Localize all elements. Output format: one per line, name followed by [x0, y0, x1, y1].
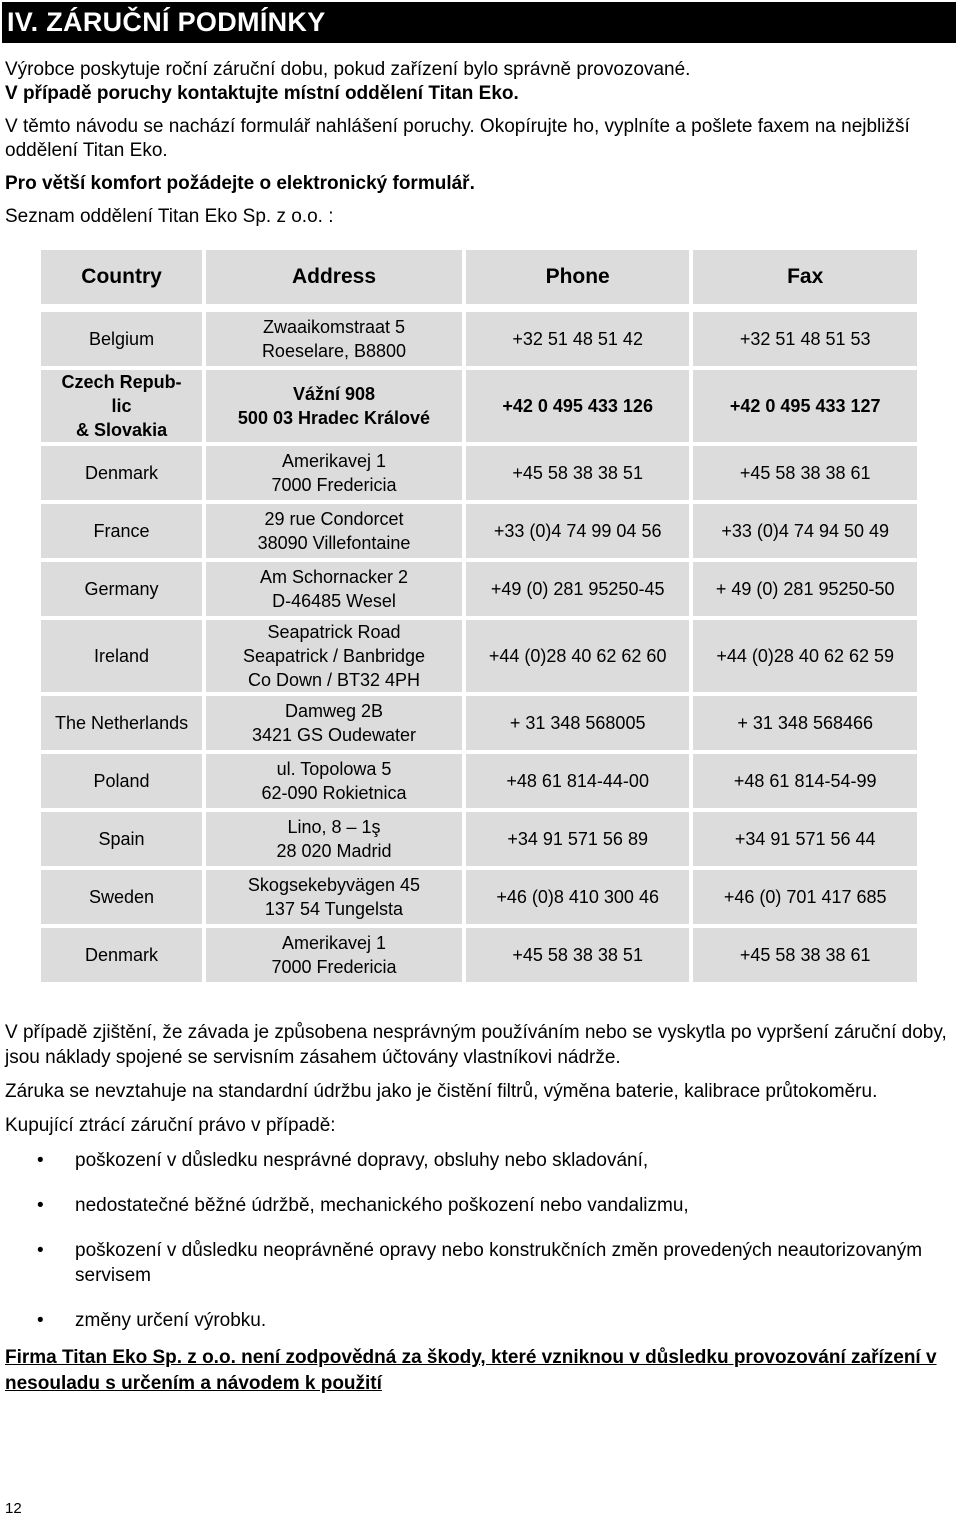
country-cell: Denmark	[41, 446, 202, 500]
address-line: Seapatrick / Banbridge	[242, 646, 426, 666]
table-row	[41, 446, 917, 500]
address-line: D-46485 Wesel	[272, 591, 396, 611]
phone-cell: +34 91 571 56 89	[466, 812, 690, 866]
table-header-row	[41, 250, 917, 304]
address-line: ul. Topolowa 5	[276, 759, 392, 779]
country-cell: France	[41, 504, 202, 558]
table-row	[41, 754, 917, 808]
table-row	[41, 696, 917, 750]
intro-paragraph-3: V těmto návodu se nachází formulář nahlášení poruchy. Okopírujte ho, vyplníte a pošlete faxem na nejbližší oddělení Titan Eko.	[5, 116, 910, 161]
address-line: Am Schornacker 2	[259, 567, 409, 587]
country-cell: Belgium	[41, 312, 202, 366]
fax-cell: +42 0 495 433 127	[693, 370, 917, 442]
bullet-icon: •	[37, 1195, 44, 1216]
country-cell: Sweden	[41, 870, 202, 924]
list-item	[5, 1308, 950, 1333]
fax-cell: +32 51 48 51 53	[693, 312, 917, 366]
country-line: lic	[111, 396, 132, 416]
intro-text	[5, 58, 955, 238]
table-row	[41, 370, 917, 442]
phone-cell: +44 (0)28 40 62 62 60	[466, 620, 690, 692]
address-line: Lino, 8 – 1ş	[287, 817, 381, 837]
country-cell: Ireland	[41, 620, 202, 692]
address-cell	[206, 370, 462, 442]
address-cell	[206, 812, 462, 866]
bullet-icon: •	[37, 1240, 44, 1261]
phone-cell: +33 (0)4 74 99 04 56	[466, 504, 690, 558]
phone-cell: +45 58 38 38 51	[466, 928, 690, 982]
phone-cell: +32 51 48 51 42	[466, 312, 690, 366]
phone-cell: +49 (0) 281 95250-45	[466, 562, 690, 616]
country-cell: Denmark	[41, 928, 202, 982]
bullet-icon: •	[37, 1150, 44, 1171]
address-cell	[206, 312, 462, 366]
address-line: Damweg 2B	[284, 701, 384, 721]
disclaimer: Firma Titan Eko Sp. z o.o. není zodpovědná za škody, které vzniknou v důsledku provozování zařízení v nesouladu s určením a návodem k použití	[5, 1347, 937, 1394]
conditions-paragraph-1: V případě zjištění, že závada je způsobena nesprávným používáním nebo se vyskytla po vypršení záruční doby, jsou náklady spojené se servisním zásahem účtovány vlastníkovi nádrže.	[5, 1022, 947, 1068]
intro-paragraph-4: Pro větší komfort požádejte o elektronický formulář.	[5, 173, 475, 194]
address-line: Zwaaikomstraat 5	[262, 317, 406, 337]
address-line: Amerikavej 1	[281, 451, 387, 471]
address-cell	[206, 696, 462, 750]
address-line: 137 54 Tungelsta	[264, 899, 404, 919]
phone-cell: +48 61 814-44-00	[466, 754, 690, 808]
address-line: 7000 Fredericia	[271, 957, 397, 977]
header-address: Address	[206, 250, 462, 304]
fax-cell: +34 91 571 56 44	[693, 812, 917, 866]
address-line: Roeselare, B8800	[261, 341, 407, 361]
list-item	[5, 1238, 950, 1288]
table-row	[41, 870, 917, 924]
fax-cell: + 49 (0) 281 95250-50	[693, 562, 917, 616]
warranty-conditions	[5, 1020, 950, 1397]
address-line: 29 rue Condorcet	[264, 509, 404, 529]
header-phone: Phone	[466, 250, 690, 304]
table-row	[41, 812, 917, 866]
list-item-text: poškození v důsledku nesprávné dopravy, obsluhy nebo skladování,	[75, 1150, 649, 1171]
list-item	[5, 1193, 950, 1218]
intro-paragraph-1: Výrobce poskytuje roční záruční dobu, pokud zařízení bylo správně provozované.	[5, 59, 691, 80]
address-line: 38090 Villefontaine	[257, 533, 411, 553]
phone-cell: +42 0 495 433 126	[466, 370, 690, 442]
phone-cell: +45 58 38 38 51	[466, 446, 690, 500]
table-row	[41, 504, 917, 558]
address-line: 3421 GS Oudewater	[251, 725, 417, 745]
address-line: Skogsekebyvägen 45	[247, 875, 421, 895]
bullet-icon: •	[37, 1310, 44, 1331]
address-line: 500 03 Hradec Králové	[237, 408, 431, 428]
header-fax: Fax	[693, 250, 917, 304]
list-item-text: nedostatečné běžné údržbě, mechanického poškození nebo vandalizmu,	[75, 1195, 689, 1216]
country-line: & Slovakia	[76, 420, 168, 440]
country-cell: Poland	[41, 754, 202, 808]
fax-cell: +46 (0) 701 417 685	[693, 870, 917, 924]
phone-cell: + 31 348 568005	[466, 696, 690, 750]
address-cell	[206, 754, 462, 808]
table-row	[41, 928, 917, 982]
address-line: 7000 Fredericia	[271, 475, 397, 495]
fax-cell: +45 58 38 38 61	[693, 928, 917, 982]
conditions-paragraph-2: Záruka se nevztahuje na standardní údržbu jako je čistění filtrů, výměna baterie, kalibrace průtokoměru.	[5, 1081, 878, 1102]
address-line: Co Down / BT32 4PH	[247, 670, 421, 690]
header-country: Country	[41, 250, 202, 304]
phone-cell: +46 (0)8 410 300 46	[466, 870, 690, 924]
conditions-paragraph-3: Kupující ztrácí záruční právo v případě:	[5, 1115, 336, 1136]
intro-paragraph-2: V případě poruchy kontaktujte místní oddělení Titan Eko.	[5, 83, 519, 104]
intro-paragraph-5: Seznam oddělení Titan Eko Sp. z o.o. :	[5, 206, 334, 227]
page-number: 12	[5, 1500, 22, 1517]
fax-cell: +33 (0)4 74 94 50 49	[693, 504, 917, 558]
country-line: Czech Repub-	[61, 372, 182, 392]
address-line: Amerikavej 1	[281, 933, 387, 953]
address-line: Seapatrick Road	[267, 622, 401, 642]
address-cell	[206, 504, 462, 558]
section-title: IV. ZÁRUČNÍ PODMÍNKY	[2, 2, 956, 43]
country-cell	[41, 370, 202, 442]
country-cell: Spain	[41, 812, 202, 866]
fax-cell: + 31 348 568466	[693, 696, 917, 750]
table-row	[41, 562, 917, 616]
address-cell	[206, 620, 462, 692]
address-line: 62-090 Rokietnica	[261, 783, 407, 803]
table-row	[41, 620, 917, 692]
country-cell: The Netherlands	[41, 696, 202, 750]
address-line: 28 020 Madrid	[276, 841, 392, 861]
address-cell	[206, 562, 462, 616]
list-item-text: poškození v důsledku neoprávněné opravy nebo konstrukčních změn provedených neautorizovaným servisem	[75, 1240, 923, 1286]
conditions-list	[5, 1148, 950, 1333]
country-cell: Germany	[41, 562, 202, 616]
fax-cell: +44 (0)28 40 62 62 59	[693, 620, 917, 692]
address-cell	[206, 446, 462, 500]
fax-cell: +45 58 38 38 61	[693, 446, 917, 500]
list-item	[5, 1148, 950, 1173]
table-row	[41, 312, 917, 366]
fax-cell: +48 61 814-54-99	[693, 754, 917, 808]
address-cell	[206, 928, 462, 982]
address-line: Vážní 908	[292, 384, 376, 404]
list-item-text: změny určení výrobku.	[75, 1310, 267, 1331]
address-cell	[206, 870, 462, 924]
branches-table	[37, 246, 921, 986]
